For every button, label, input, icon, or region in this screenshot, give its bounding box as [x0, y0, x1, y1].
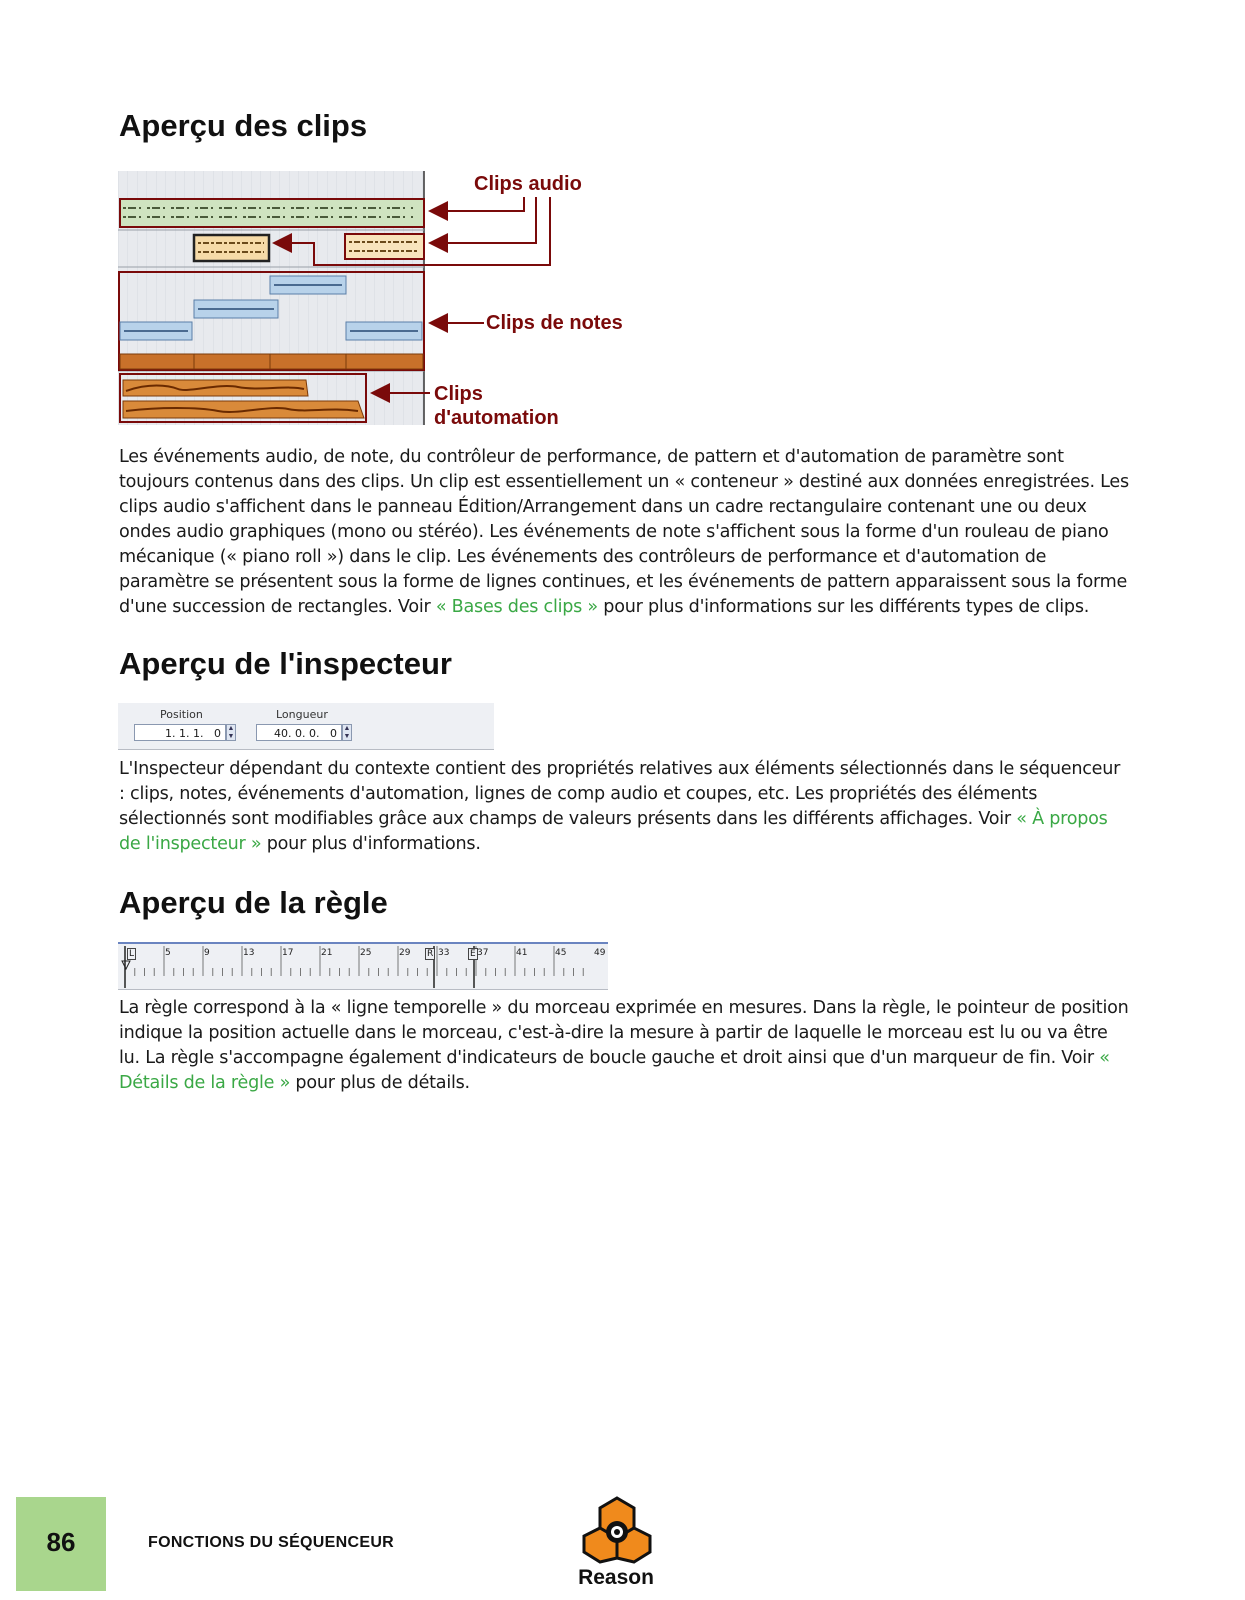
ruler-bar-number: 37: [477, 948, 489, 958]
position-field[interactable]: 1. 1. 1. 0: [134, 724, 226, 741]
ruler-bar-number: 49: [594, 948, 606, 958]
callout-audio-clips: Clips audio: [474, 173, 582, 195]
ruler-body-end: pour plus de détails.: [290, 1073, 470, 1093]
section-title-inspector: Aperçu de l'inspecteur: [119, 646, 452, 681]
ruler-bar-number: 9: [204, 948, 210, 958]
section-title-ruler: Aperçu de la règle: [119, 885, 388, 920]
inspector-figure: [118, 703, 494, 750]
inspector-paragraph: [119, 757, 1131, 857]
position-label: Position: [160, 708, 203, 721]
length-field[interactable]: 40. 0. 0. 0: [256, 724, 342, 741]
reason-logo-text: Reason: [578, 1566, 654, 1589]
callout-automation-line2: d'automation: [434, 407, 559, 429]
loop-left-marker[interactable]: L: [129, 949, 135, 959]
clips-body-end: pour plus d'informations sur les différents types de clips.: [597, 597, 1090, 617]
link-clip-basics[interactable]: « Bases des clips »: [435, 597, 598, 617]
page-number: 86: [46, 1527, 76, 1557]
callout-automation-line1: Clips: [434, 383, 483, 405]
position-stepper[interactable]: ▲ ▼: [227, 725, 235, 740]
end-marker[interactable]: E: [470, 949, 476, 959]
ruler-figure: [118, 942, 608, 990]
ruler-body: La règle correspond à la « ligne temporelle » du morceau exprimée en mesures. Dans la règle, le pointeur de position indique la position actuelle dans le morceau, c'est-à-dire la mesure à partir de laquelle le morceau est lu ou va être lu. La règle s'accompagne également d'indicateurs de boucle gauche et droit ainsi que d'un marqueur de fin. Voir: [119, 998, 1129, 1068]
ruler-bar-number: 5: [165, 948, 171, 958]
position-pointer-icon: [122, 961, 130, 969]
ruler-bar-number: 33: [438, 948, 450, 958]
clips-body: Les événements audio, de note, du contrôleur de performance, de pattern et d'automation de paramètre sont toujours contenus dans des clips. Un clip est essentiellement un « conteneur » destiné aux données enregistrées. Les clips audio s'affichent dans le panneau Édition/Arrangement dans un cadre rectangulaire contenant une ou deux ondes audio graphiques (mono ou stéréo). Les événements de note s'affichent sous la forme d'un rouleau de piano mécanique (« piano roll ») dans le clip. Les événements des contrôleurs de performance et d'automation de paramètre se présentent sous la forme de lignes continues, et les événements de pattern apparaissent sous la forme d'une succession de rectangles. Voir: [119, 447, 1129, 617]
inspector-body: L'Inspecteur dépendant du contexte contient des propriétés relatives aux éléments sélectionnés dans le séquenceur : clips, notes, événements d'automation, lignes de comp audio et coupes, etc. Les propriétés des éléments sélectionnés sont modifiables grâce aux champs de valeurs présents dans les différents affichages. Voir: [119, 759, 1121, 829]
ruler-bar-number: 17: [282, 948, 294, 958]
ruler-bar-number: 45: [555, 948, 567, 958]
callout-note-clips: Clips de notes: [486, 312, 623, 334]
loop-right-marker[interactable]: R: [427, 949, 434, 959]
audio-clip-short: [345, 234, 424, 259]
footer-chapter: FONCTIONS DU SÉQUENCEUR: [148, 1534, 395, 1551]
length-stepper[interactable]: ▲ ▼: [343, 725, 351, 740]
reason-logo-icon: [582, 1496, 652, 1564]
ruler-bar-number: 41: [516, 948, 528, 958]
ruler-paragraph: [119, 996, 1131, 1096]
ruler-bar-number: 25: [360, 948, 372, 958]
callout-automation-clips: [434, 382, 559, 430]
audio-clip-long: [120, 199, 424, 227]
link-inspector[interactable]: « À propos de l'inspecteur »: [119, 809, 1108, 854]
link-ruler[interactable]: « Détails de la règle »: [119, 1048, 1110, 1093]
ruler-bar-number: 29: [399, 948, 411, 958]
audio-clip-selected: [194, 235, 269, 261]
section-title-clips: Aperçu des clips: [119, 108, 368, 143]
clips-paragraph: [119, 445, 1131, 620]
ruler-bar-number: 21: [321, 948, 333, 958]
length-label: Longueur: [276, 708, 328, 721]
ruler-bar-number: 13: [243, 948, 255, 958]
inspector-body-end: pour plus d'informations.: [261, 834, 481, 854]
